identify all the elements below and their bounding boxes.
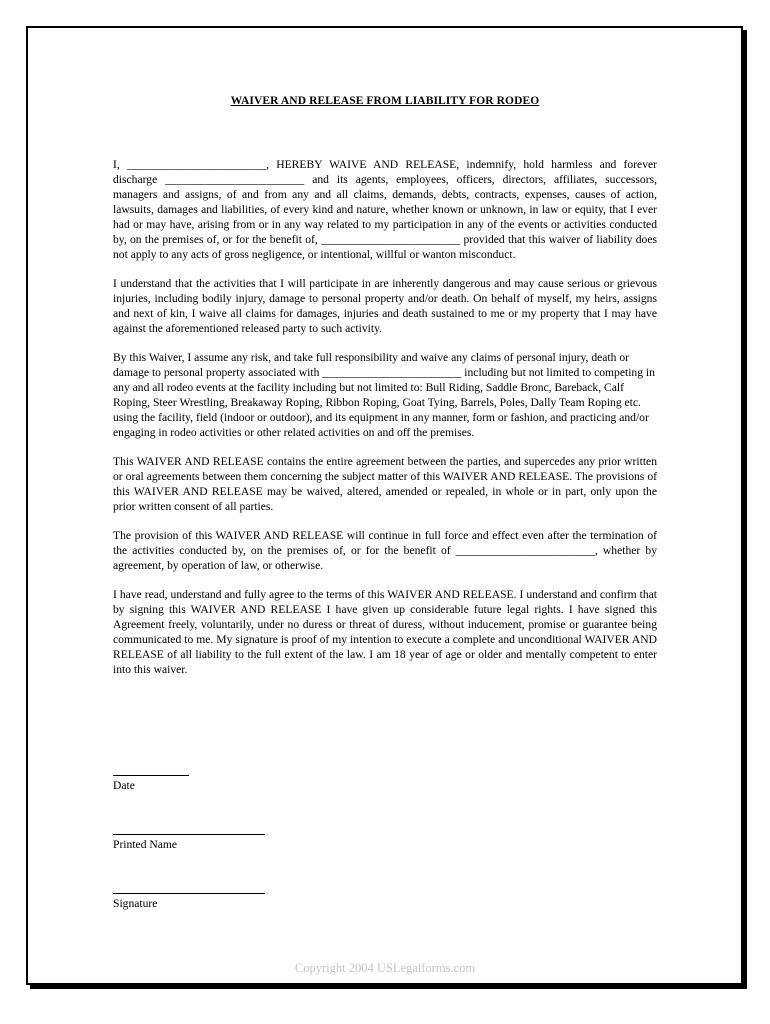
paragraph-acknowledgement: I have read, understand and fully agree to the terms of this WAIVER AND RELEASE. I understand and confirm that by signing this WAIVER AND RELEASE I have given up considerable future legal rights. I have signed this Agreement freely, voluntarily, under no duress or threat of duress, without inducement, promise or guarantee being communicated to me. My signature is proof of my intention to execute a complete and unconditional WAIVER AND RELEASE of all liability to the full extent of the law. I am 18 year of age or older and mentally competent to enter into this waiver.	[113, 588, 657, 676]
document-body	[113, 157, 657, 691]
paragraph-waiver: I, ________________________, HEREBY WAIVE AND RELEASE, indemnify, hold harmless and forever discharge ________________________ and its agents, employees, officers, directors, affiliates, successors, managers and assigns, of and from any and all claims, demands, debts, contracts, expenses, causes of action, lawsuits, damages and liabilities, of every kind and nature, whether known or unknown, in law or equity, that I ever had or may have, arising from or in any way related to my participation in any of the events or activities conducted by, on the premises of, or for the benefit of, ________________________ provided that this waiver of liability does not apply to any acts of gross negligence, or intentional, willful or wanton misconduct.	[113, 158, 657, 261]
signature-line[interactable]	[113, 893, 265, 894]
signature-label: Signature	[113, 897, 158, 910]
printed-name-label: Printed Name	[113, 838, 178, 851]
paragraph-entire-agreement: This WAIVER AND RELEASE contains the entire agreement between the parties, and supercedes any prior written or oral agreements between them concerning the subject matter of this WAIVER AND RELEASE. The provisions of this WAIVER AND RELEASE may be waived, altered, amended or repealed, in whole or in part, only upon the prior written consent of all parties.	[113, 455, 657, 513]
date-label: Date	[113, 779, 135, 792]
signature-field[interactable]	[113, 893, 265, 911]
copyright-footer: Copyright 2004 USLegalforms.com	[294, 961, 476, 975]
date-field[interactable]	[113, 775, 189, 793]
paragraph-risk: I understand that the activities that I will participate in are inherently dangerous and may cause serious or grievous injuries, including bodily injury, damage to personal property and/or death. On behalf of myself, my heirs, assigns and next of kin, I waive all claims for damages, injuries and death sustained to me or my property that I may have against the aforementioned released party to such activity.	[113, 277, 657, 335]
paragraph-assumption: By this Waiver, I assume any risk, and take full responsibility and waive any claims of personal injury, death or damage to personal property associated with ________________________ including but not limited to competing in any and all rodeo events at the facility including but not limited to: Bull Riding, Saddle Bronc, Bareback, Calf Roping, Steer Wrestling, Breakaway Roping, Ribbon Roping, Goat Tying, Barrels, Poles, Dally Team Roping etc. using the facility, field (indoor or outdoor), and its equipment in any manner, form or fashion, and practicing and/or engaging in rodeo activities or other related activities on and off the premises.	[113, 351, 655, 439]
printed-name-line[interactable]	[113, 834, 265, 835]
printed-name-field[interactable]	[113, 834, 265, 852]
paragraph-continuation: The provision of this WAIVER AND RELEASE will continue in full force and effect even after the termination of the activities conducted by, on the premises of, or for the benefit of ________________________, whether by agreement, by operation of law, or otherwise.	[113, 529, 657, 572]
document-title: WAIVER AND RELEASE FROM LIABILITY FOR RODEO	[230, 95, 540, 107]
date-line[interactable]	[113, 775, 189, 776]
